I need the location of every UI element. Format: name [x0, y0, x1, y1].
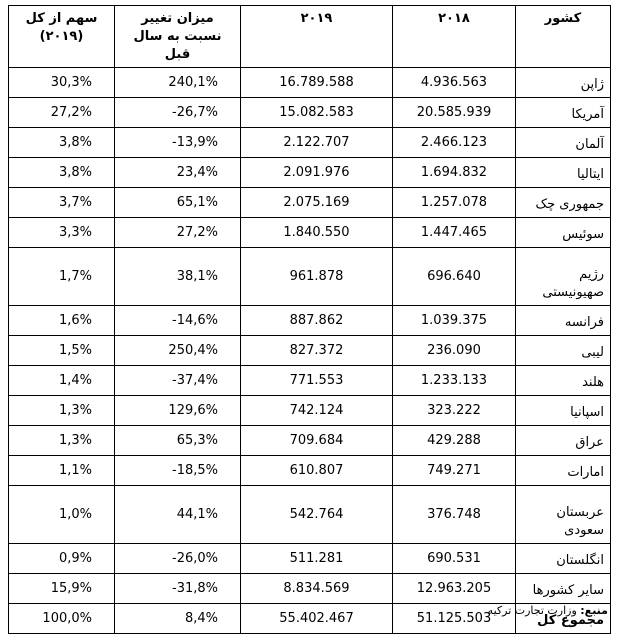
change-cell: -26,0%	[115, 544, 241, 574]
country-cell: عراق	[516, 426, 611, 456]
change-cell: 27,2%	[115, 218, 241, 248]
table-row	[9, 68, 611, 98]
country-cell: لیبی	[516, 336, 611, 366]
country-cell: عربستان سعودی	[516, 486, 611, 544]
table-row	[9, 248, 611, 306]
share-cell: 1,3%	[9, 426, 115, 456]
table-row	[9, 158, 611, 188]
change-cell: -14,6%	[115, 306, 241, 336]
share-cell: 1,6%	[9, 306, 115, 336]
value-2018-cell: 690.531	[393, 544, 516, 574]
table-row	[9, 336, 611, 366]
value-2018-cell: 1.233.133	[393, 366, 516, 396]
value-2019-cell: 709.684	[241, 426, 393, 456]
country-cell: سوئیس	[516, 218, 611, 248]
value-2019-cell: 610.807	[241, 456, 393, 486]
export-table-container	[8, 5, 610, 634]
table-row	[9, 128, 611, 158]
country-cell: امارات	[516, 456, 611, 486]
country-cell: جمهوری چک	[516, 188, 611, 218]
country-cell: اسپانیا	[516, 396, 611, 426]
change-cell: -18,5%	[115, 456, 241, 486]
value-2018-cell: 323.222	[393, 396, 516, 426]
value-2018-cell: 51.125.503	[393, 604, 516, 634]
country-cell: آمریکا	[516, 98, 611, 128]
country-cell: سایر کشورها	[516, 574, 611, 604]
share-cell: 27,2%	[9, 98, 115, 128]
value-2019-cell: 1.840.550	[241, 218, 393, 248]
change-cell: 44,1%	[115, 486, 241, 544]
value-2018-cell: 749.271	[393, 456, 516, 486]
value-2018-cell: 1.447.465	[393, 218, 516, 248]
table-row	[9, 218, 611, 248]
value-2018-cell: 2.466.123	[393, 128, 516, 158]
change-cell: 38,1%	[115, 248, 241, 306]
country-cell: انگلستان	[516, 544, 611, 574]
value-2019-cell: 887.862	[241, 306, 393, 336]
header-share: سهم از کل (۲۰۱۹)	[9, 6, 115, 68]
value-2019-cell: 542.764	[241, 486, 393, 544]
header-change: میزان تغییر نسبت به سال قبل	[115, 6, 241, 68]
share-cell: 1,7%	[9, 248, 115, 306]
share-cell: 3,8%	[9, 158, 115, 188]
table-row	[9, 426, 611, 456]
share-cell: 3,7%	[9, 188, 115, 218]
value-2018-cell: 696.640	[393, 248, 516, 306]
value-2018-cell: 12.963.205	[393, 574, 516, 604]
change-cell: 65,1%	[115, 188, 241, 218]
value-2018-cell: 376.748	[393, 486, 516, 544]
source-text: وزارت تجارت ترکیه	[487, 604, 577, 617]
country-cell: ایتالیا	[516, 158, 611, 188]
table-row	[9, 98, 611, 128]
table-row	[9, 188, 611, 218]
value-2018-cell: 4.936.563	[393, 68, 516, 98]
value-2019-cell: 16.789.588	[241, 68, 393, 98]
table-row	[9, 544, 611, 574]
value-2019-cell: 55.402.467	[241, 604, 393, 634]
country-cell: هلند	[516, 366, 611, 396]
change-cell: -26,7%	[115, 98, 241, 128]
share-cell: 0,9%	[9, 544, 115, 574]
share-cell: 100,0%	[9, 604, 115, 634]
change-cell: 23,4%	[115, 158, 241, 188]
share-cell: 30,3%	[9, 68, 115, 98]
change-cell: -13,9%	[115, 128, 241, 158]
value-2018-cell: 1.257.078	[393, 188, 516, 218]
value-2019-cell: 15.082.583	[241, 98, 393, 128]
header-row	[9, 6, 611, 68]
change-cell: -31,8%	[115, 574, 241, 604]
value-2018-cell: 236.090	[393, 336, 516, 366]
country-cell: ژاپن	[516, 68, 611, 98]
country-cell: فرانسه	[516, 306, 611, 336]
country-cell: مجموع کل	[516, 604, 611, 634]
value-2019-cell: 2.122.707	[241, 128, 393, 158]
value-2018-cell: 429.288	[393, 426, 516, 456]
value-2018-cell: 1.694.832	[393, 158, 516, 188]
value-2019-cell: 511.281	[241, 544, 393, 574]
source-label: منبع:	[580, 604, 608, 617]
share-cell: 15,9%	[9, 574, 115, 604]
change-cell: 129,6%	[115, 396, 241, 426]
change-cell: -37,4%	[115, 366, 241, 396]
value-2019-cell: 2.091.976	[241, 158, 393, 188]
header-2018: ۲۰۱۸	[393, 6, 516, 68]
value-2019-cell: 2.075.169	[241, 188, 393, 218]
table-row	[9, 306, 611, 336]
value-2018-cell: 1.039.375	[393, 306, 516, 336]
country-cell: رژیم صهیونیستی	[516, 248, 611, 306]
share-cell: 1,5%	[9, 336, 115, 366]
table-row	[9, 366, 611, 396]
value-2019-cell: 742.124	[241, 396, 393, 426]
country-cell: آلمان	[516, 128, 611, 158]
share-cell: 3,8%	[9, 128, 115, 158]
share-cell: 3,3%	[9, 218, 115, 248]
header-country: کشور	[516, 6, 611, 68]
header-2019: ۲۰۱۹	[241, 6, 393, 68]
share-cell: 1,1%	[9, 456, 115, 486]
value-2018-cell: 20.585.939	[393, 98, 516, 128]
change-cell: 240,1%	[115, 68, 241, 98]
share-cell: 1,4%	[9, 366, 115, 396]
value-2019-cell: 8.834.569	[241, 574, 393, 604]
change-cell: 250,4%	[115, 336, 241, 366]
value-2019-cell: 771.553	[241, 366, 393, 396]
change-cell: 65,3%	[115, 426, 241, 456]
share-cell: 1,3%	[9, 396, 115, 426]
table-row	[9, 396, 611, 426]
change-cell: 8,4%	[115, 604, 241, 634]
table-row	[9, 456, 611, 486]
export-table	[8, 5, 611, 634]
value-2019-cell: 827.372	[241, 336, 393, 366]
table-row	[9, 574, 611, 604]
source-note	[440, 603, 608, 619]
value-2019-cell: 961.878	[241, 248, 393, 306]
share-cell: 1,0%	[9, 486, 115, 544]
table-row	[9, 486, 611, 544]
